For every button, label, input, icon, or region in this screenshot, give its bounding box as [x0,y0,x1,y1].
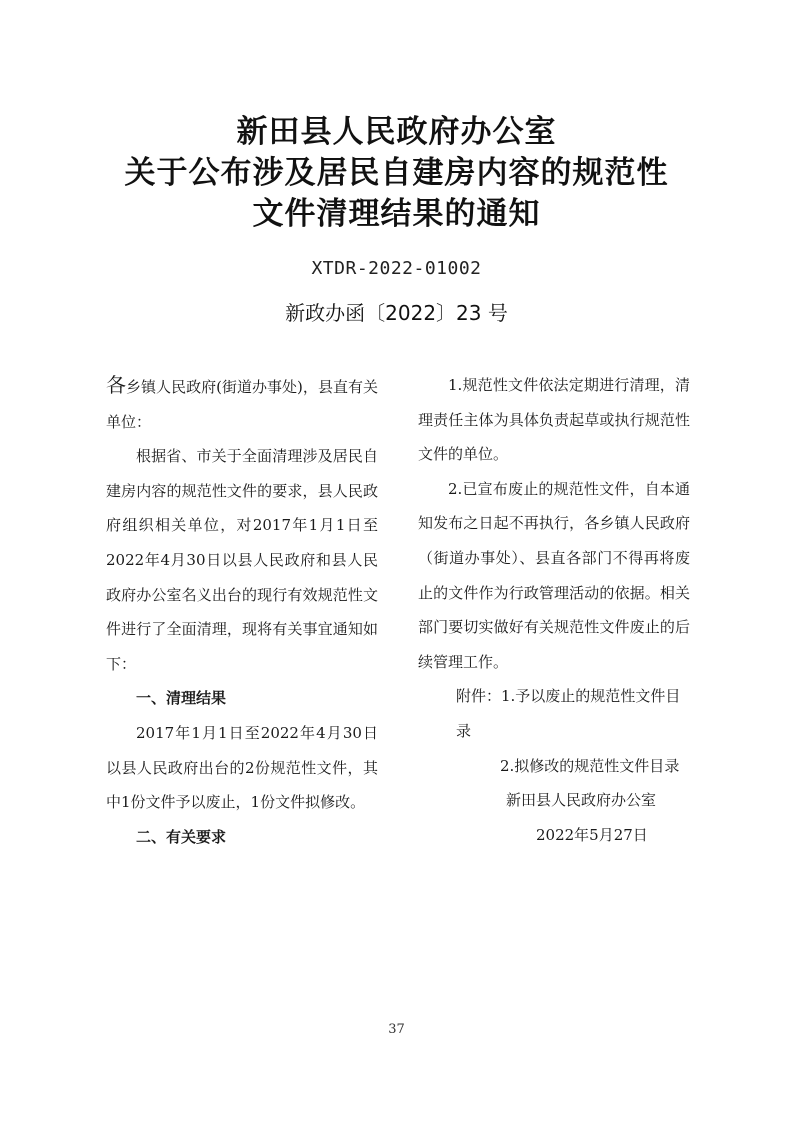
signature-organization: 新田县人民政府办公室 [506,791,657,810]
left-column [106,368,378,854]
section-2-heading: 二、有关要求 [136,827,227,846]
title-line-1: 新田县人民政府办公室 [236,114,557,150]
section-1-heading: 一、清理结果 [136,689,227,708]
salutation-text: 乡镇人民政府(街道办事处)，县直有关单位： [106,378,378,431]
title-line-2: 关于公布涉及居民自建房内容的规范性 [124,155,669,191]
attachment-line-1: 附件：1.予以废止的规范性文件目录 [456,687,681,740]
salutation [106,368,378,439]
page-number: 37 [388,1022,405,1037]
attachment-line-2: 2.拟修改的规范性文件目录 [500,756,680,775]
document-code: XTDR-2022-01002 [311,258,482,279]
section-1-paragraph: 2017年1月1日至2022年4月30日以县人民政府出台的2份规范性文件，其中1份文件予以废止，1份文件拟修改。 [106,723,378,812]
document-title [0,112,793,235]
salutation-first-char: 各 [106,373,127,397]
requirement-item-2: 2.已宣布废止的规范性文件，自本通知发布之日起不再执行，各乡镇人民政府（街道办事处）、县直各部门不得再将废止的文件作为行政管理活动的依据。相关部门要切实做好有关规范性文件废止的后续管理工作。 [418,479,690,671]
document-number: 新政办函〔2022〕23 号 [285,301,508,325]
signature-date: 2022年5月27日 [536,825,648,844]
title-line-3: 文件清理结果的通知 [252,196,541,232]
requirement-item-1: 1.规范性文件依法定期进行清理，清理责任主体为具体负责起草或执行规范性文件的单位。 [418,376,690,464]
intro-paragraph: 根据省、市关于全面清理涉及居民自建房内容的规范性文件的要求，县人民政府组织相关单位，对2017年1月1日至2022年4月30日以县人民政府和县人民政府办公室名义出台的现行有效规范性文件进行了全面清理，现将有关事宜通知如下： [106,447,378,673]
right-column [418,368,690,852]
